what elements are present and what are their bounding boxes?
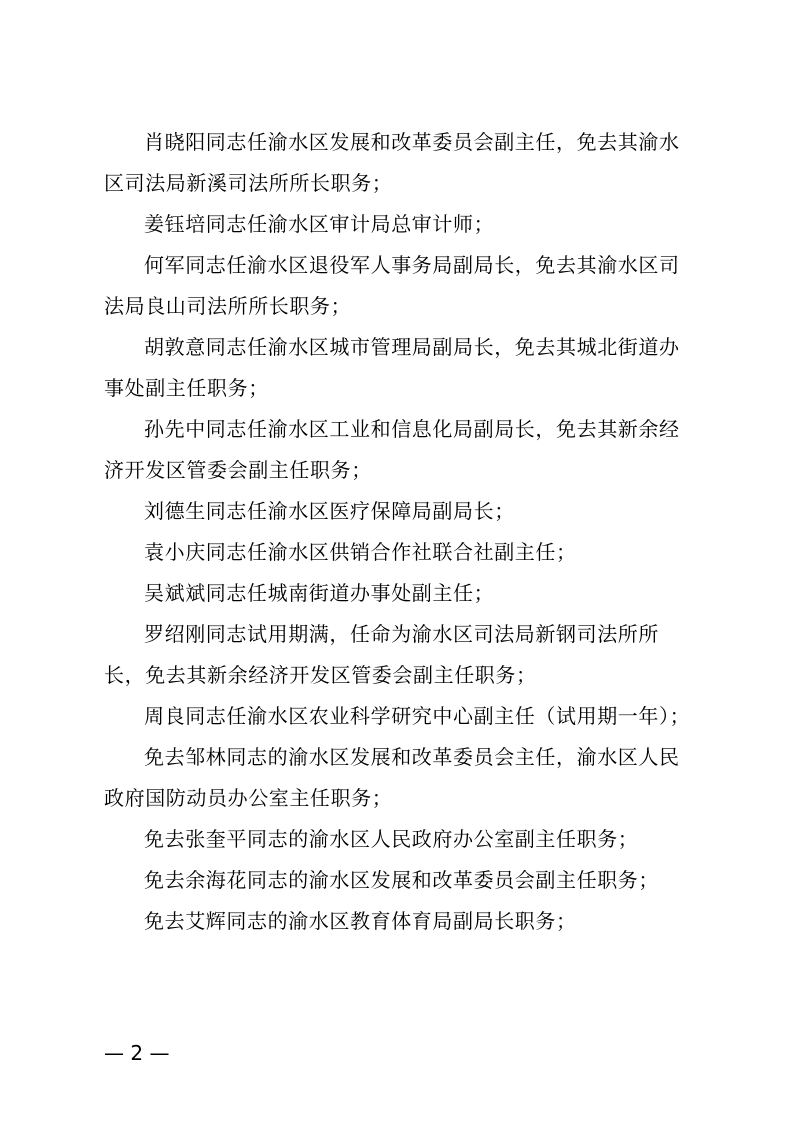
paragraph-line: 免去邹林同志的渝水区发展和改革委员会主任，渝水区人民	[144, 745, 680, 769]
paragraph-line: 罗绍刚同志试用期满，任命为渝水区司法局新钢司法所所	[144, 622, 659, 646]
paragraph-line: 姜钰培同志任渝水区审计局总审计师；	[144, 212, 495, 236]
document-body	[104, 122, 704, 942]
paragraph	[104, 409, 704, 491]
paragraph	[104, 860, 704, 901]
page-number: — 2 —	[104, 1041, 170, 1065]
paragraph-line: 事处副主任职务；	[104, 376, 269, 400]
paragraph	[104, 245, 704, 327]
paragraph-line: 免去艾辉同志的渝水区教育体育局副局长职务；	[144, 909, 577, 933]
paragraph	[104, 204, 704, 245]
paragraph-line: 长，免去其新余经济开发区管委会副主任职务；	[104, 663, 537, 687]
paragraph-line: 吴斌斌同志任城南街道办事处副主任；	[144, 581, 495, 605]
paragraph	[104, 901, 704, 942]
paragraph-line: 肖晓阳同志任渝水区发展和改革委员会副主任，免去其渝水	[144, 130, 680, 154]
paragraph-line: 免去余海花同志的渝水区发展和改革委员会副主任职务；	[144, 868, 659, 892]
paragraph	[104, 614, 704, 696]
paragraph-line: 刘德生同志任渝水区医疗保障局副局长；	[144, 499, 515, 523]
paragraph-line: 孙先中同志任渝水区工业和信息化局副局长，免去其新余经	[144, 417, 680, 441]
paragraph-line: 济开发区管委会副主任职务；	[104, 458, 372, 482]
paragraph	[104, 737, 704, 819]
paragraph	[104, 532, 704, 573]
paragraph	[104, 573, 704, 614]
paragraph-line: 政府国防动员办公室主任职务；	[104, 786, 393, 810]
paragraph	[104, 122, 704, 204]
paragraph-line: 何军同志任渝水区退役军人事务局副局长，免去其渝水区司	[144, 253, 680, 277]
paragraph	[104, 491, 704, 532]
paragraph-line: 胡敦意同志任渝水区城市管理局副局长，免去其城北街道办	[144, 335, 680, 359]
paragraph-line: 免去张奎平同志的渝水区人民政府办公室副主任职务；	[144, 827, 639, 851]
paragraph-line: 周良同志任渝水区农业科学研究中心副主任（试用期一年）；	[144, 704, 691, 728]
paragraph	[104, 819, 704, 860]
paragraph	[104, 327, 704, 409]
paragraph-line: 法局良山司法所所长职务；	[104, 294, 352, 318]
paragraph	[104, 696, 704, 737]
paragraph-line: 袁小庆同志任渝水区供销合作社联合社副主任；	[144, 540, 577, 564]
paragraph-line: 区司法局新溪司法所所长职务；	[104, 171, 393, 195]
